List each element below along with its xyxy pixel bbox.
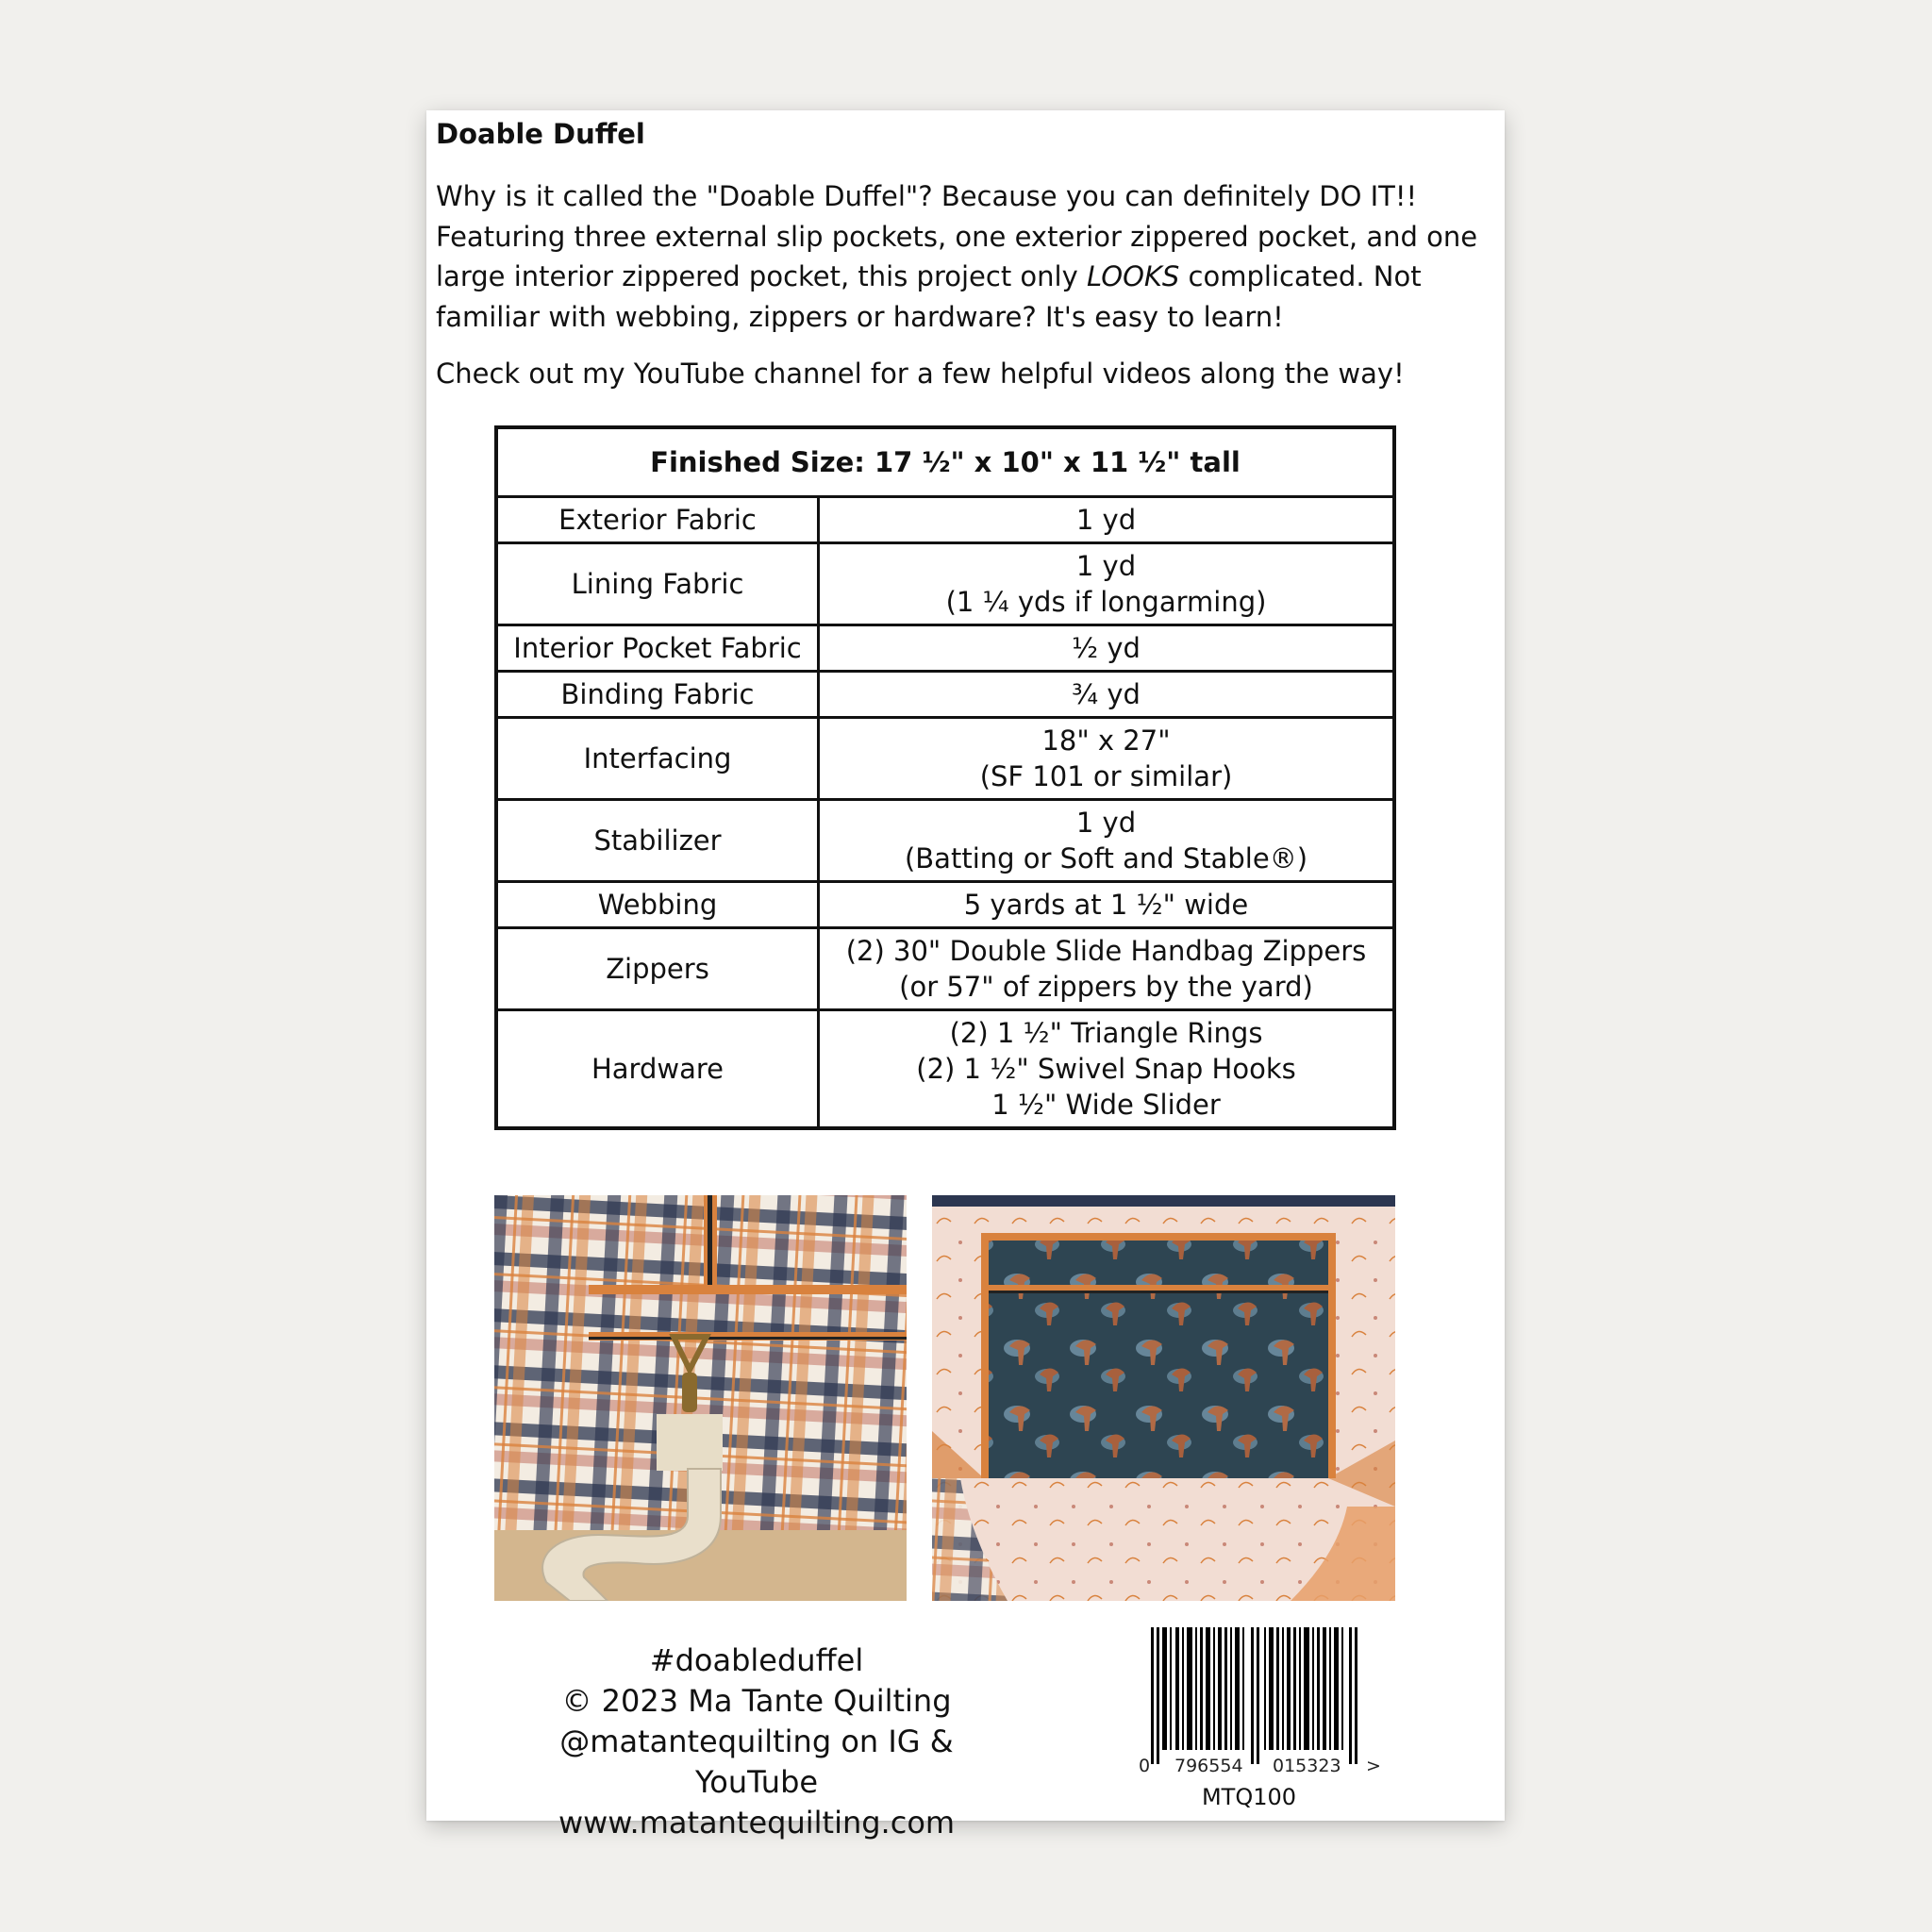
copyright: © 2023 Ma Tante Quilting — [561, 1683, 952, 1719]
barcode-lead-digit: 0 — [1139, 1756, 1151, 1776]
row-amount: 1 yd — [819, 497, 1395, 543]
website: www.matantequilting.com — [558, 1805, 956, 1840]
sku-code: MTQ100 — [1201, 1784, 1297, 1810]
requirements-table — [494, 425, 1396, 1130]
row-label: Exterior Fabric — [496, 497, 819, 543]
table-row — [496, 497, 1394, 543]
intro-paragraph — [436, 176, 1492, 337]
social-handle: @matantequilting on IG & YouTube — [559, 1724, 954, 1800]
pattern-title: Doable Duffel — [436, 118, 645, 150]
row-label: Interior Pocket Fabric — [496, 625, 819, 672]
intro-text-start: Why is it called the "Doable Duffel"? Because you can definitely DO IT!! Featuring three external slip pockets, one exterior zippered pocket, and one large interior zippered pocket, this project only — [436, 180, 1478, 292]
interior-pocket-photo — [932, 1195, 1395, 1601]
row-label: Zippers — [496, 928, 819, 1010]
table-row — [496, 625, 1394, 672]
row-amount: ¾ yd — [819, 672, 1395, 718]
finished-size-header: Finished Size: 17 ½" x 10" x 11 ½" tall — [496, 427, 1394, 497]
intro-emphasis: LOOKS — [1086, 260, 1180, 292]
row-label: Webbing — [496, 882, 819, 928]
hashtag: #doableduffel — [649, 1642, 864, 1678]
barcode-left-group: 796554 — [1174, 1756, 1243, 1776]
barcode-right-group: 015323 — [1273, 1756, 1341, 1776]
row-amount: (2) 1 ½" Triangle Rings (2) 1 ½" Swivel Snap Hooks 1 ½" Wide Slider — [819, 1010, 1395, 1129]
row-amount: 1 yd (Batting or Soft and Stable®) — [819, 800, 1395, 882]
table-row — [496, 718, 1394, 800]
table-row — [496, 543, 1394, 625]
table-row — [496, 800, 1394, 882]
barcode-arrow: > — [1366, 1756, 1381, 1776]
youtube-note: Check out my YouTube channel for a few helpful videos along the way! — [436, 358, 1405, 390]
intro-text-end: complicated. Not familiar with webbing, zippers or hardware? It's easy to learn! — [436, 260, 1422, 333]
row-label: Lining Fabric — [496, 543, 819, 625]
exterior-pocket-photo — [494, 1195, 907, 1601]
row-amount: (2) 30" Double Slide Handbag Zippers (or 57" of zippers by the yard) — [819, 928, 1395, 1010]
pattern-back-cover — [426, 110, 1505, 1840]
row-amount: 1 yd (1 ¼ yds if longarming) — [819, 543, 1395, 625]
row-label: Stabilizer — [496, 800, 819, 882]
row-amount: ½ yd — [819, 625, 1395, 672]
row-label: Binding Fabric — [496, 672, 819, 718]
row-label: Hardware — [496, 1010, 819, 1129]
table-row — [496, 672, 1394, 718]
row-amount: 5 yards at 1 ½" wide — [819, 882, 1395, 928]
row-label: Interfacing — [496, 718, 819, 800]
table-row — [496, 882, 1394, 928]
barcode — [1139, 1627, 1384, 1764]
row-amount: 18" x 27" (SF 101 or similar) — [819, 718, 1395, 800]
footer-credits — [511, 1641, 1002, 1843]
table-row — [496, 1010, 1394, 1129]
table-row — [496, 928, 1394, 1010]
